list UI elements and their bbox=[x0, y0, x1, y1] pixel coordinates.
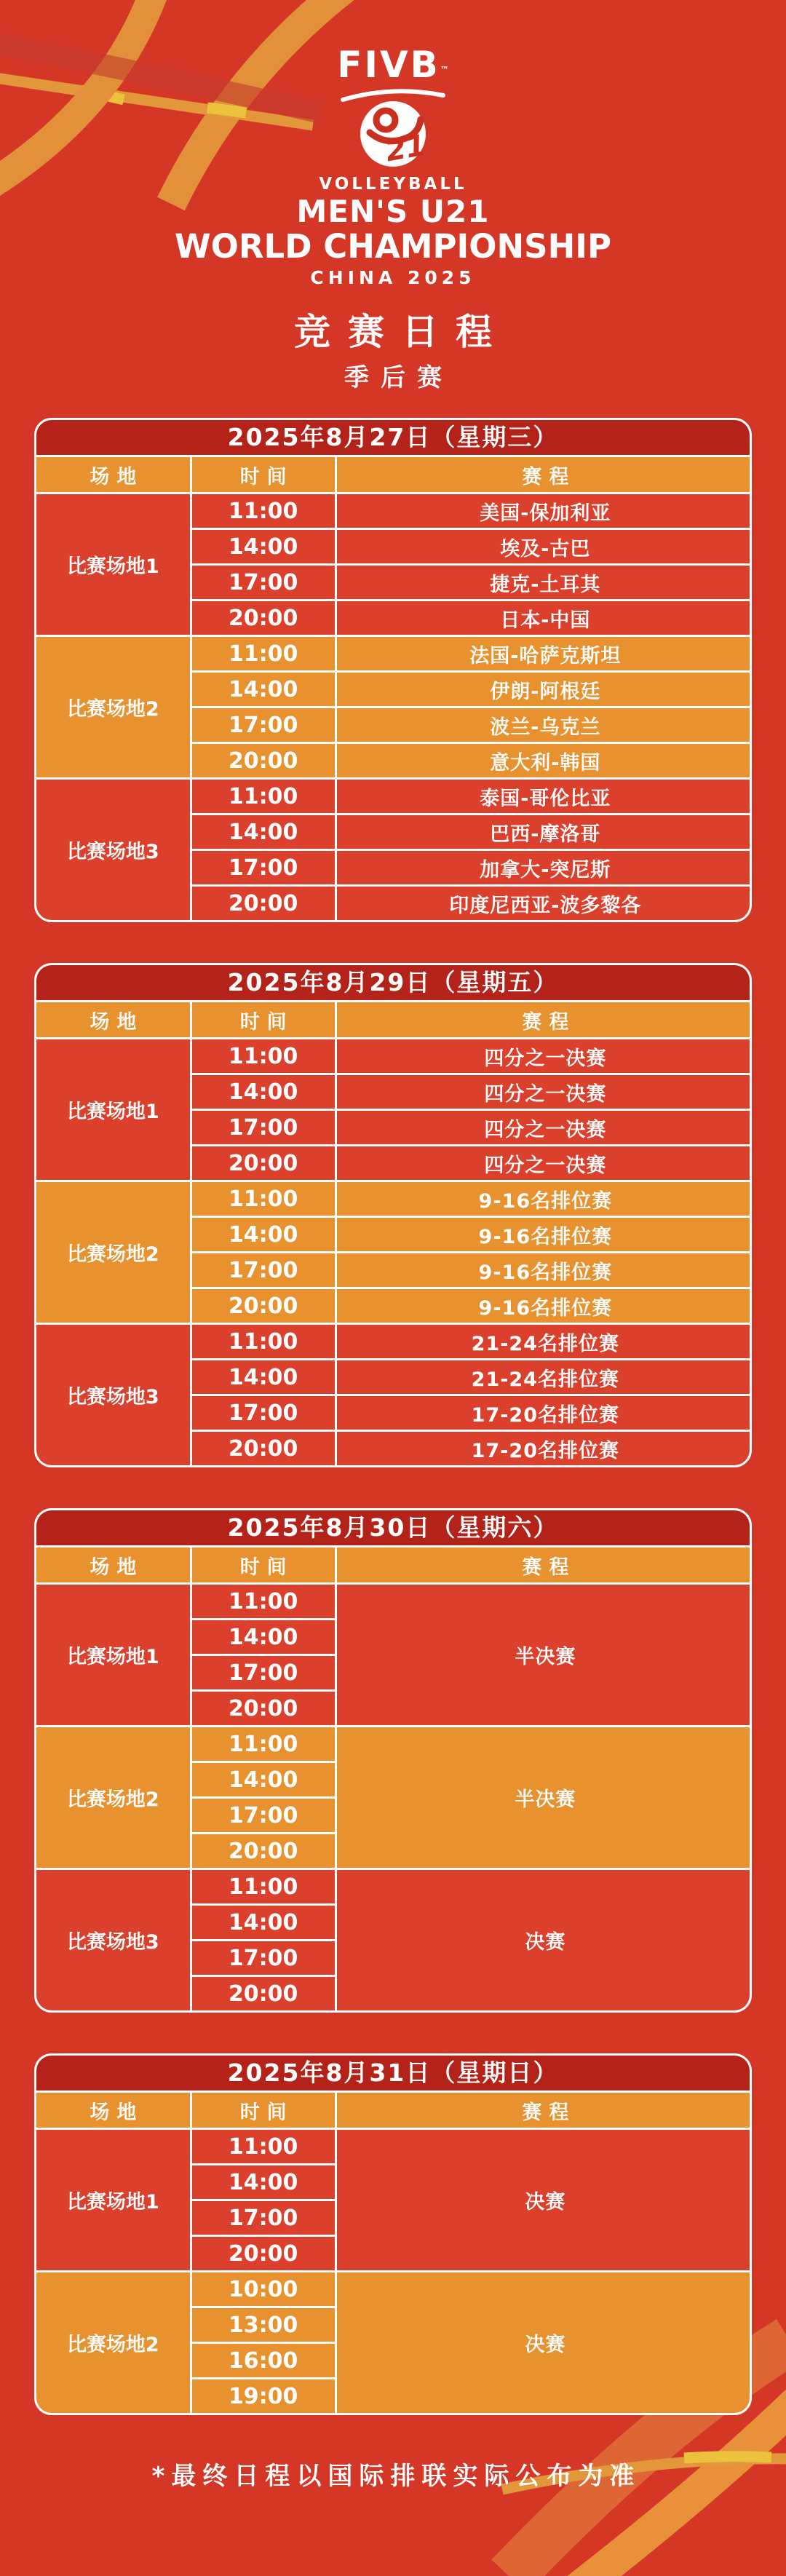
event-line-china-2025: CHINA 2025 bbox=[310, 266, 476, 288]
time-cell: 11:00 bbox=[192, 1870, 335, 1903]
time-cell: 13:00 bbox=[192, 2308, 335, 2342]
poster-header bbox=[0, 0, 786, 393]
match-cell: 四分之一决赛 bbox=[337, 1111, 752, 1144]
time-cell: 17:00 bbox=[192, 1941, 335, 1975]
venue-cell: 比赛场地2 bbox=[36, 1182, 190, 1323]
time-cell: 17:00 bbox=[192, 1111, 335, 1144]
time-cell: 17:00 bbox=[192, 2201, 335, 2235]
match-cell: 9-16名排位赛 bbox=[337, 1253, 752, 1287]
time-cell: 20:00 bbox=[192, 1692, 335, 1725]
column-header-time: 时间 bbox=[192, 2093, 335, 2128]
time-cell: 14:00 bbox=[192, 815, 335, 849]
time-cell: 20:00 bbox=[192, 1977, 335, 2010]
match-cell: 四分之一决赛 bbox=[337, 1075, 752, 1109]
event-line-mens-u21: MEN'S U21 bbox=[296, 194, 490, 229]
match-cell: 意大利-韩国 bbox=[337, 744, 752, 777]
time-cell: 17:00 bbox=[192, 851, 335, 884]
match-cell: 波兰-乌克兰 bbox=[337, 708, 752, 742]
schedule-table bbox=[34, 2053, 752, 2415]
time-cell: 10:00 bbox=[192, 2272, 335, 2306]
match-cell: 9-16名排位赛 bbox=[337, 1182, 752, 1216]
schedule-table bbox=[34, 963, 752, 1467]
match-cell: 巴西-摩洛哥 bbox=[337, 815, 752, 849]
column-header-venue: 场地 bbox=[36, 457, 190, 492]
match-cell: 17-20名排位赛 bbox=[337, 1396, 752, 1430]
match-cell: 泰国-哥伦比亚 bbox=[337, 780, 752, 813]
match-cell: 21-24名排位赛 bbox=[337, 1360, 752, 1394]
column-header-venue: 场地 bbox=[36, 1002, 190, 1037]
ball-number: 21 bbox=[383, 128, 428, 169]
time-cell: 17:00 bbox=[192, 1799, 335, 1832]
match-cell: 17-20名排位赛 bbox=[337, 1432, 752, 1465]
time-cell: 20:00 bbox=[192, 1834, 335, 1868]
time-cell: 14:00 bbox=[192, 2165, 335, 2199]
match-cell: 捷克-土耳其 bbox=[337, 566, 752, 599]
fivb-logo bbox=[337, 44, 449, 86]
time-cell: 17:00 bbox=[192, 708, 335, 742]
time-cell: 14:00 bbox=[192, 1075, 335, 1109]
volleyball-ball-icon bbox=[358, 99, 428, 169]
time-cell: 14:00 bbox=[192, 1906, 335, 1939]
page-title: 竞赛日程 bbox=[294, 310, 509, 353]
time-cell: 17:00 bbox=[192, 1396, 335, 1430]
time-cell: 11:00 bbox=[192, 1182, 335, 1216]
date-header: 2025年8月30日（星期六） bbox=[36, 1510, 750, 1545]
column-header-schedule: 赛程 bbox=[337, 2093, 752, 2128]
time-cell: 14:00 bbox=[192, 1218, 335, 1251]
time-cell: 20:00 bbox=[192, 744, 335, 777]
match-cell: 加拿大-突尼斯 bbox=[337, 851, 752, 884]
schedule-tables bbox=[34, 418, 752, 2415]
match-cell: 四分之一决赛 bbox=[337, 1146, 752, 1180]
venue-cell: 比赛场地1 bbox=[36, 494, 190, 635]
time-cell: 11:00 bbox=[192, 1039, 335, 1073]
merged-match-cell: 决赛 bbox=[337, 2272, 752, 2413]
venue-cell: 比赛场地3 bbox=[36, 1325, 190, 1465]
time-cell: 11:00 bbox=[192, 780, 335, 813]
merged-match-cell: 决赛 bbox=[337, 2130, 752, 2270]
column-header-time: 时间 bbox=[192, 1002, 335, 1037]
match-cell: 美国-保加利亚 bbox=[337, 494, 752, 528]
time-cell: 20:00 bbox=[192, 1289, 335, 1323]
column-header-venue: 场地 bbox=[36, 1547, 190, 1582]
match-cell: 埃及-古巴 bbox=[337, 530, 752, 563]
event-line-world-championship: WORLD CHAMPIONSHIP bbox=[175, 227, 611, 266]
time-cell: 11:00 bbox=[192, 494, 335, 528]
time-cell: 11:00 bbox=[192, 1325, 335, 1358]
match-cell: 四分之一决赛 bbox=[337, 1039, 752, 1073]
time-cell: 16:00 bbox=[192, 2344, 335, 2377]
column-header-schedule: 赛程 bbox=[337, 1002, 752, 1037]
venue-cell: 比赛场地2 bbox=[36, 1727, 190, 1868]
time-cell: 17:00 bbox=[192, 1253, 335, 1287]
match-cell: 印度尼西亚-波多黎各 bbox=[337, 887, 752, 920]
column-header-schedule: 赛程 bbox=[337, 457, 752, 492]
schedule-table bbox=[34, 418, 752, 922]
match-cell: 日本-中国 bbox=[337, 601, 752, 635]
match-cell: 9-16名排位赛 bbox=[337, 1289, 752, 1323]
date-header: 2025年8月27日（星期三） bbox=[36, 420, 750, 455]
time-cell: 20:00 bbox=[192, 1432, 335, 1465]
match-cell: 9-16名排位赛 bbox=[337, 1218, 752, 1251]
time-cell: 20:00 bbox=[192, 887, 335, 920]
time-cell: 19:00 bbox=[192, 2379, 335, 2413]
time-cell: 17:00 bbox=[192, 1656, 335, 1689]
venue-cell: 比赛场地3 bbox=[36, 1870, 190, 2010]
time-cell: 14:00 bbox=[192, 530, 335, 563]
venue-cell: 比赛场地1 bbox=[36, 1039, 190, 1180]
schedule-table bbox=[34, 1508, 752, 2013]
venue-cell: 比赛场地2 bbox=[36, 637, 190, 777]
date-header: 2025年8月29日（星期五） bbox=[36, 965, 750, 1000]
column-header-time: 时间 bbox=[192, 457, 335, 492]
column-header-schedule: 赛程 bbox=[337, 1547, 752, 1582]
date-header: 2025年8月31日（星期日） bbox=[36, 2056, 750, 2090]
time-cell: 17:00 bbox=[192, 566, 335, 599]
column-header-time: 时间 bbox=[192, 1547, 335, 1582]
column-header-venue: 场地 bbox=[36, 2093, 190, 2128]
match-cell: 伊朗-阿根廷 bbox=[337, 673, 752, 706]
match-cell: 21-24名排位赛 bbox=[337, 1325, 752, 1358]
merged-match-cell: 决赛 bbox=[337, 1870, 752, 2010]
time-cell: 11:00 bbox=[192, 2130, 335, 2163]
time-cell: 14:00 bbox=[192, 1763, 335, 1796]
event-line-volleyball: VOLLEYBALL bbox=[319, 175, 467, 194]
match-cell: 法国-哈萨克斯坦 bbox=[337, 637, 752, 670]
trademark-symbol: ™ bbox=[440, 65, 449, 75]
venue-cell: 比赛场地1 bbox=[36, 1585, 190, 1725]
venue-cell: 比赛场地3 bbox=[36, 780, 190, 920]
merged-match-cell: 半决赛 bbox=[337, 1585, 752, 1725]
time-cell: 14:00 bbox=[192, 1620, 335, 1654]
time-cell: 20:00 bbox=[192, 601, 335, 635]
time-cell: 20:00 bbox=[192, 2237, 335, 2270]
time-cell: 11:00 bbox=[192, 1727, 335, 1761]
time-cell: 11:00 bbox=[192, 1585, 335, 1618]
venue-cell: 比赛场地1 bbox=[36, 2130, 190, 2270]
page-subtitle: 季后赛 bbox=[344, 363, 453, 393]
time-cell: 11:00 bbox=[192, 637, 335, 670]
time-cell: 20:00 bbox=[192, 1146, 335, 1180]
time-cell: 14:00 bbox=[192, 1360, 335, 1394]
fivb-wordmark: FIVB bbox=[337, 44, 440, 86]
merged-match-cell: 半决赛 bbox=[337, 1727, 752, 1868]
venue-cell: 比赛场地2 bbox=[36, 2272, 190, 2413]
footnote: *最终日程以国际排联实际公布为准 bbox=[151, 2462, 641, 2492]
time-cell: 14:00 bbox=[192, 673, 335, 706]
